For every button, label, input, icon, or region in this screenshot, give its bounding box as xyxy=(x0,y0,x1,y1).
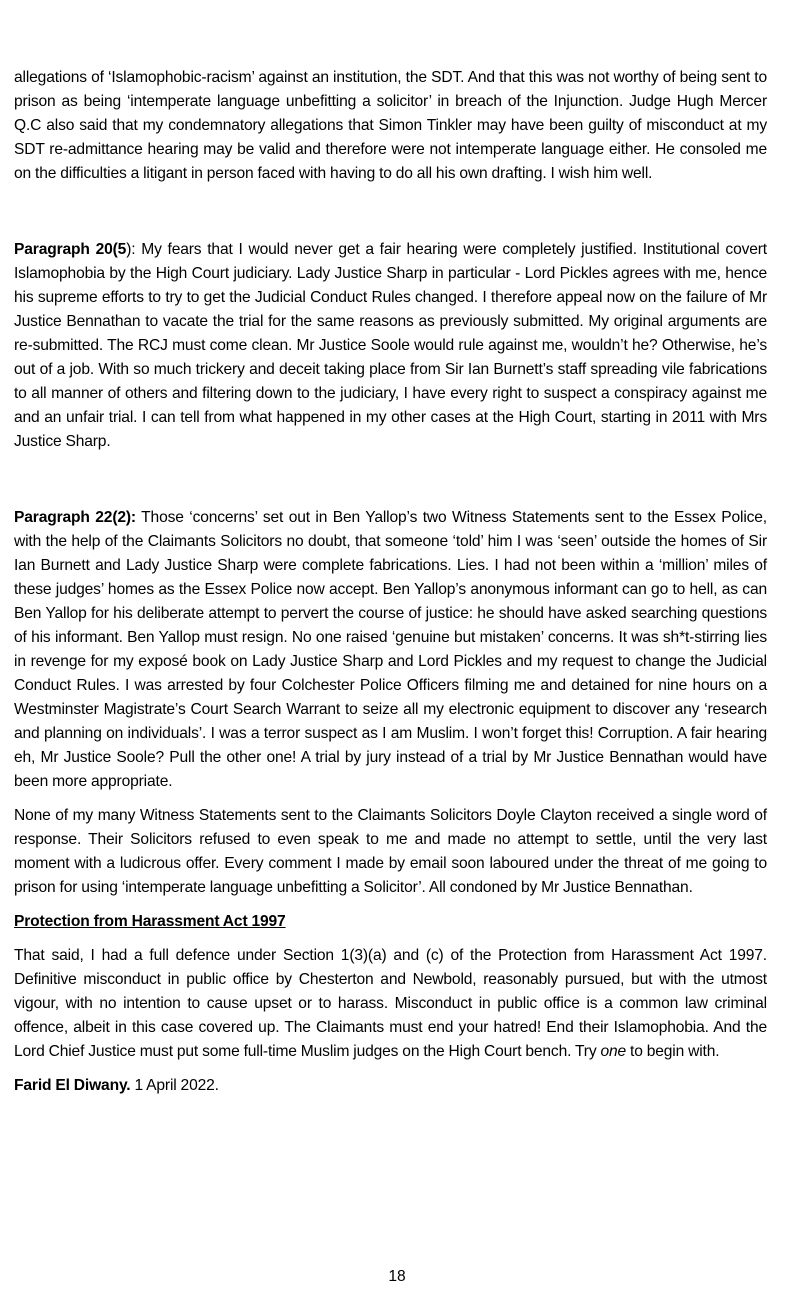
paragraph-label: Paragraph 22(2): xyxy=(14,509,136,526)
paragraph-text: That said, I had a full defence under Section 1(3)(a) and (c) of the Protection from Harassment Act 1997. Definitive misconduct in public office by Chesterton and Newbold, reasonably pursued, but with the utmost vigour, with no intention to cause upset or to harass. Misconduct in public office is a common law criminal offence, albeit in this case covered up. The Claimants must end your hatred! End their Islamophobia. And the Lord Chief Justice must put some full-time Muslim judges on the High Court bench. Try xyxy=(14,947,767,1060)
signature-name: Farid El Diwany. xyxy=(14,1077,131,1094)
paragraph-label: Paragraph 20(5 xyxy=(14,241,127,258)
section-heading: Protection from Harassment Act 1997 xyxy=(14,913,286,930)
signature-date: 1 April 2022. xyxy=(130,1077,219,1094)
paragraph-witness-statements: None of my many Witness Statements sent to the Claimants Solicitors Doyle Clayton received a single word of response. Their Solicitors refused to even speak to me and made no attempt to settle, until the very last moment with a ludicrous offer. Every comment I made by email soon laboured under the threat of me going to prison for using ‘intemperate language unbefitting a Solicitor’. All condoned by Mr Justice Bennathan. xyxy=(14,807,767,896)
paragraph-text: Those ‘concerns’ set out in Ben Yallop’s two Witness Statements sent to the Essex Police, with the help of the Claimants Solicitors no doubt, that someone ‘told’ him I was ‘seen’ outside the homes of Sir Ian Burnett and Lady Justice Sharp were complete fabrications. Lies. I had not been within a ‘million’ miles of these judges’ homes as the Essex Police now accept. Ben Yallop’s anonymous informant can go to hell, as can Ben Yallop for his deliberate attempt to pervert the course of justice: he should have asked searching questions of his informant. Ben Yallop must resign. No one raised ‘genuine but mistaken’ concerns. It was sh*t-stirring lies in revenge for my exposé book on Lady Justice Sharp and Lord Pickles and my request to change the Judicial Conduct Rules. I was arrested by four Colchester Police Officers filming me and detained for nine hours on a Westminster Magistrate’s Court Search Warrant to seize all my electronic equipment to discover any ‘research and planning on individuals’. I was a terror suspect as I am Muslim. I won’t forget this! Corruption. A fair hearing eh, Mr Justice Soole? Pull the other one! A trial by jury instead of a trial by Mr Justice Bennathan would have been more appropriate. xyxy=(14,509,767,790)
paragraph-20-5 xyxy=(14,238,767,454)
signature-line xyxy=(14,1074,767,1098)
paragraph-text: ): My fears that I would never get a fair hearing were completely justified. Institutional covert Islamophobia by the High Court judiciary. Lady Justice Sharp in particular - Lord Pickles agrees with me, hence his supreme efforts to try to get the Judicial Conduct Rules changed. I therefore appeal now on the failure of Mr Justice Bennathan to vacate the trial for the same reasons as previously submitted. My original arguments are re-submitted. The RCJ must come clean. Mr Justice Soole would rule against me, wouldn’t he? Otherwise, he’s out of a job. With so much trickery and deceit taking place from Sir Ian Burnett’s staff spreading vile fabrications to all manner of others and filtering down to the judiciary, I have every right to suspect a conspiracy against me and an unfair trial. I can tell from what happened in my other cases at the High Court, starting in 2011 with Mrs Justice Sharp. xyxy=(14,241,767,450)
paragraph-22-2 xyxy=(14,506,767,794)
paragraph-defence xyxy=(14,944,767,1064)
paragraph-text-end: to begin with. xyxy=(626,1043,720,1060)
emphasis-text: one xyxy=(600,1043,627,1060)
document-body xyxy=(14,66,767,1098)
page-number: 18 xyxy=(388,1268,406,1285)
paragraph-continued: allegations of ‘Islamophobic-racism’ against an institution, the SDT. And that this was not worthy of being sent to prison as being ‘intemperate language unbefitting a solicitor’ in breach of the Injunction. Judge Hugh Mercer Q.C also said that my condemnatory allegations that Simon Tinkler may have been guilty of misconduct at my SDT re-admittance hearing may be valid and therefore were not intemperate language either. He consoled me on the difficulties a litigant in person faced with having to do all his own drafting. I wish him well. xyxy=(14,69,767,182)
